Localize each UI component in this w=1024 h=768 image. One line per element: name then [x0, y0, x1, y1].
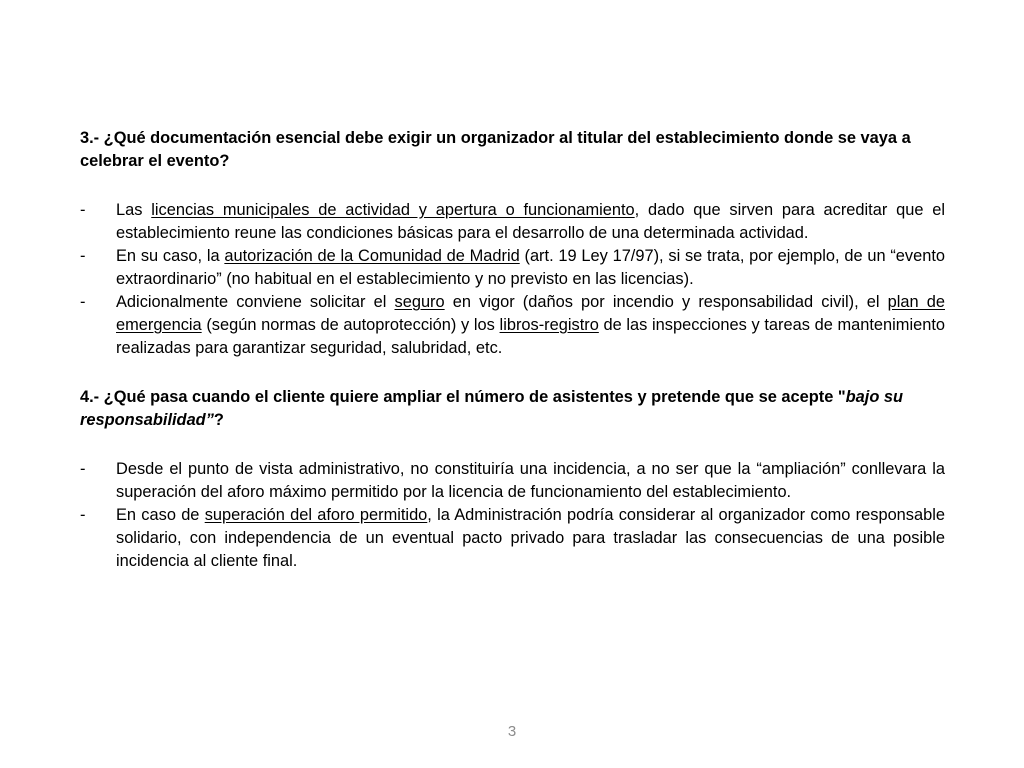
text-run: de las inspecciones y tareas de mantenimiento realizadas para garantizar seguridad, salubridad, etc.	[116, 316, 946, 357]
text-run: Adicionalmente conviene solicitar el	[116, 293, 395, 311]
text-run: , la Administración podría considerar al organizador como responsable solidario, con independencia de un eventual pacto privado para trasladar las consecuencias de una posible incidencia al cliente final.	[116, 506, 945, 570]
question-4-answers	[80, 458, 945, 573]
list-item	[80, 504, 945, 573]
bullet-dash: -	[80, 293, 86, 311]
text-run: (según normas de autoprotección) y los	[201, 316, 500, 334]
question-3-answers	[80, 199, 945, 360]
heading-text: 4.- ¿Qué pasa cuando el cliente quiere ampliar el número de asistentes y pretende que se acepte "	[80, 388, 846, 406]
text-run: (art. 19 Ley 17/97), si se trata, por ejemplo, de un “evento extraordinario” (no habitual en el establecimiento y no previsto en las licencias).	[116, 247, 946, 288]
question-3-heading: 3.- ¿Qué documentación esencial debe exigir un organizador al titular del establecimiento donde se vaya a celebrar el evento?	[80, 129, 911, 170]
underlined-term: plan de emergencia	[116, 293, 945, 334]
underlined-term: autorización de la Comunidad de Madrid	[224, 247, 520, 265]
heading-italic-text: bajo su responsabilidad”	[80, 388, 904, 429]
bullet-dash: -	[80, 247, 86, 265]
underlined-term: libros-registro	[499, 316, 599, 334]
list-item	[80, 245, 945, 291]
text-run: Desde el punto de vista administrativo, no constituiría una incidencia, a no ser que la “ampliación” conllevara la superación del aforo máximo permitido por la licencia de funcionamiento del establecimiento.	[116, 460, 945, 501]
underlined-term: superación del aforo permitido	[204, 506, 428, 524]
text-run: Las	[116, 201, 152, 219]
bullet-dash: -	[80, 506, 86, 524]
underlined-term: seguro	[394, 293, 445, 311]
list-item	[80, 291, 945, 360]
heading-text: ?	[213, 411, 224, 429]
underlined-term: licencias municipales de actividad y apertura o funcionamiento	[151, 201, 635, 219]
text-run: En caso de	[116, 506, 205, 524]
bullet-dash: -	[80, 460, 86, 478]
question-4-heading	[80, 386, 945, 432]
text-run: , dado que sirven para acreditar que el establecimiento reune las condiciones básicas para el desarrollo de una determinada actividad.	[116, 201, 945, 242]
text-run: En su caso, la	[116, 247, 225, 265]
slide-content	[80, 127, 945, 573]
list-item	[80, 458, 945, 504]
bullet-dash: -	[80, 201, 86, 219]
text-run: en vigor (daños por incendio y responsabilidad civil), el	[444, 293, 888, 311]
page-number: 3	[507, 723, 517, 740]
list-item	[80, 199, 945, 245]
